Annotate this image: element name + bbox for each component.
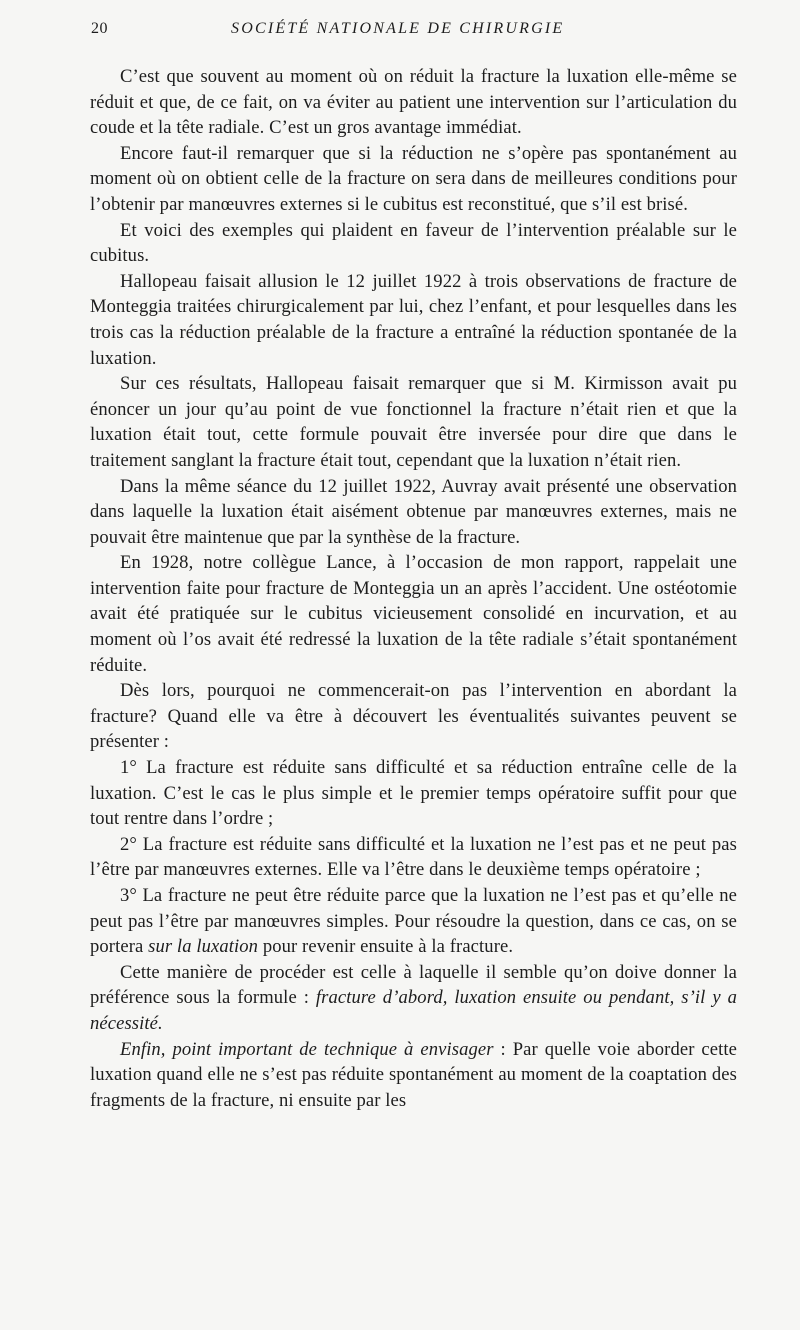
text-segment: Cette manière de procéder est celle à laquelle il semble qu’on doive donner la préférence sous la formule : xyxy=(90,961,737,1009)
text-segment: Encore faut-il remarquer que si la réduction ne s’opère pas spontanément au moment où on obtient celle de la fracture on sera dans de meilleures conditions pour l’obtenir par manœuvres externes si le cubitus est reconstitué, que s’il est brisé. xyxy=(90,142,737,215)
paragraph xyxy=(90,474,737,551)
paragraph xyxy=(90,218,737,269)
text-segment: C’est que souvent au moment où on réduit la fracture la luxation elle-même se réduit et que, de ce fait, on va éviter au patient une intervention sur l’articulation du coude et la tête radiale. C’est un gros avantage immédiat. xyxy=(90,66,737,139)
italic-text: Enfin, point important de technique à envisager xyxy=(120,1038,494,1060)
page-header xyxy=(91,20,736,46)
paragraph xyxy=(90,960,737,1037)
paragraph xyxy=(90,269,737,371)
text-segment: 2° La fracture est réduite sans difficulté et la luxation ne l’est pas et ne peut pas l’être par manœuvres externes. Elle va l’être dans le deuxième temps opératoire ; xyxy=(90,833,737,881)
paragraph xyxy=(90,678,737,755)
text-segment: 1° La fracture est réduite sans difficulté et sa réduction entraîne celle de la luxation. C’est le cas le plus simple et le premier temps opératoire suffit pour que tout rentre dans l’ordre ; xyxy=(90,757,737,830)
body-text xyxy=(90,64,737,1113)
running-title: SOCIÉTÉ NATIONALE DE CHIRURGIE xyxy=(231,20,565,37)
text-segment: Hallopeau faisait allusion le 12 juillet 1922 à trois observations de fracture de Monteggia traitées chirurgicalement par lui, chez l’enfant, et pour lesquelles dans les trois cas la réduction préalable de la fracture a entraîné la réduction spontanée de la luxation. xyxy=(90,270,737,369)
paragraph xyxy=(90,141,737,218)
paragraph xyxy=(90,1037,737,1114)
italic-text: sur la luxation xyxy=(148,936,259,958)
italic-text: fracture d’abord, luxation ensuite ou pendant, s’il y a nécessité. xyxy=(90,987,737,1034)
text-segment: Et voici des exemples qui plaident en faveur de l’intervention préalable sur le cubitus. xyxy=(90,219,737,267)
paragraph xyxy=(90,371,737,473)
text-segment: : Par quelle voie aborder cette luxation quand elle ne s’est pas réduite spontanément au moment de la coaptation des fragments de la fracture, ni ensuite par les xyxy=(90,1038,737,1111)
text-segment: pour revenir ensuite à la fracture. xyxy=(258,936,514,958)
text-segment: Sur ces résultats, Hallopeau faisait remarquer que si M. Kirmisson avait pu énoncer un jour qu’au point de vue fonctionnel la fracture n’était rien et que la luxation était tout, cette formule pouvait être inversée pour dire que dans le traitement sanglant la fracture était tout, cependant que la luxation n’était rien. xyxy=(90,373,737,471)
text-segment: 3° La fracture ne peut être réduite parce que la luxation ne l’est pas et qu’elle ne peut pas l’être par manœuvres simples. Pour résoudre la question, dans ce cas, on se portera xyxy=(90,885,737,958)
paragraph xyxy=(90,832,737,883)
paragraph xyxy=(90,64,737,141)
text-segment: Dès lors, pourquoi ne commencerait-on pas l’intervention en abordant la fracture? Quand elle va être à découvert les éventualités suivantes peuvent se présenter : xyxy=(90,680,737,753)
text-segment: Dans la même séance du 12 juillet 1922, Auvray avait présenté une observation dans laquelle la luxation était aisément obtenue par manœuvres externes, mais ne pouvait être maintenue que par la synthèse de la fracture. xyxy=(90,475,737,548)
page-number: 20 xyxy=(91,20,108,37)
paragraph xyxy=(90,550,737,678)
text-segment: En 1928, notre collègue Lance, à l’occasion de mon rapport, rappelait une intervention faite pour fracture de Monteggia un an après l’accident. Une ostéotomie avait été pratiquée sur le cubitus vicieusement consolidé en incurvation, et au moment où l’os avait été redressé la luxation de la tête radiale s’était spontanément réduite. xyxy=(90,552,737,676)
paragraph xyxy=(90,755,737,832)
paragraph xyxy=(90,883,737,960)
